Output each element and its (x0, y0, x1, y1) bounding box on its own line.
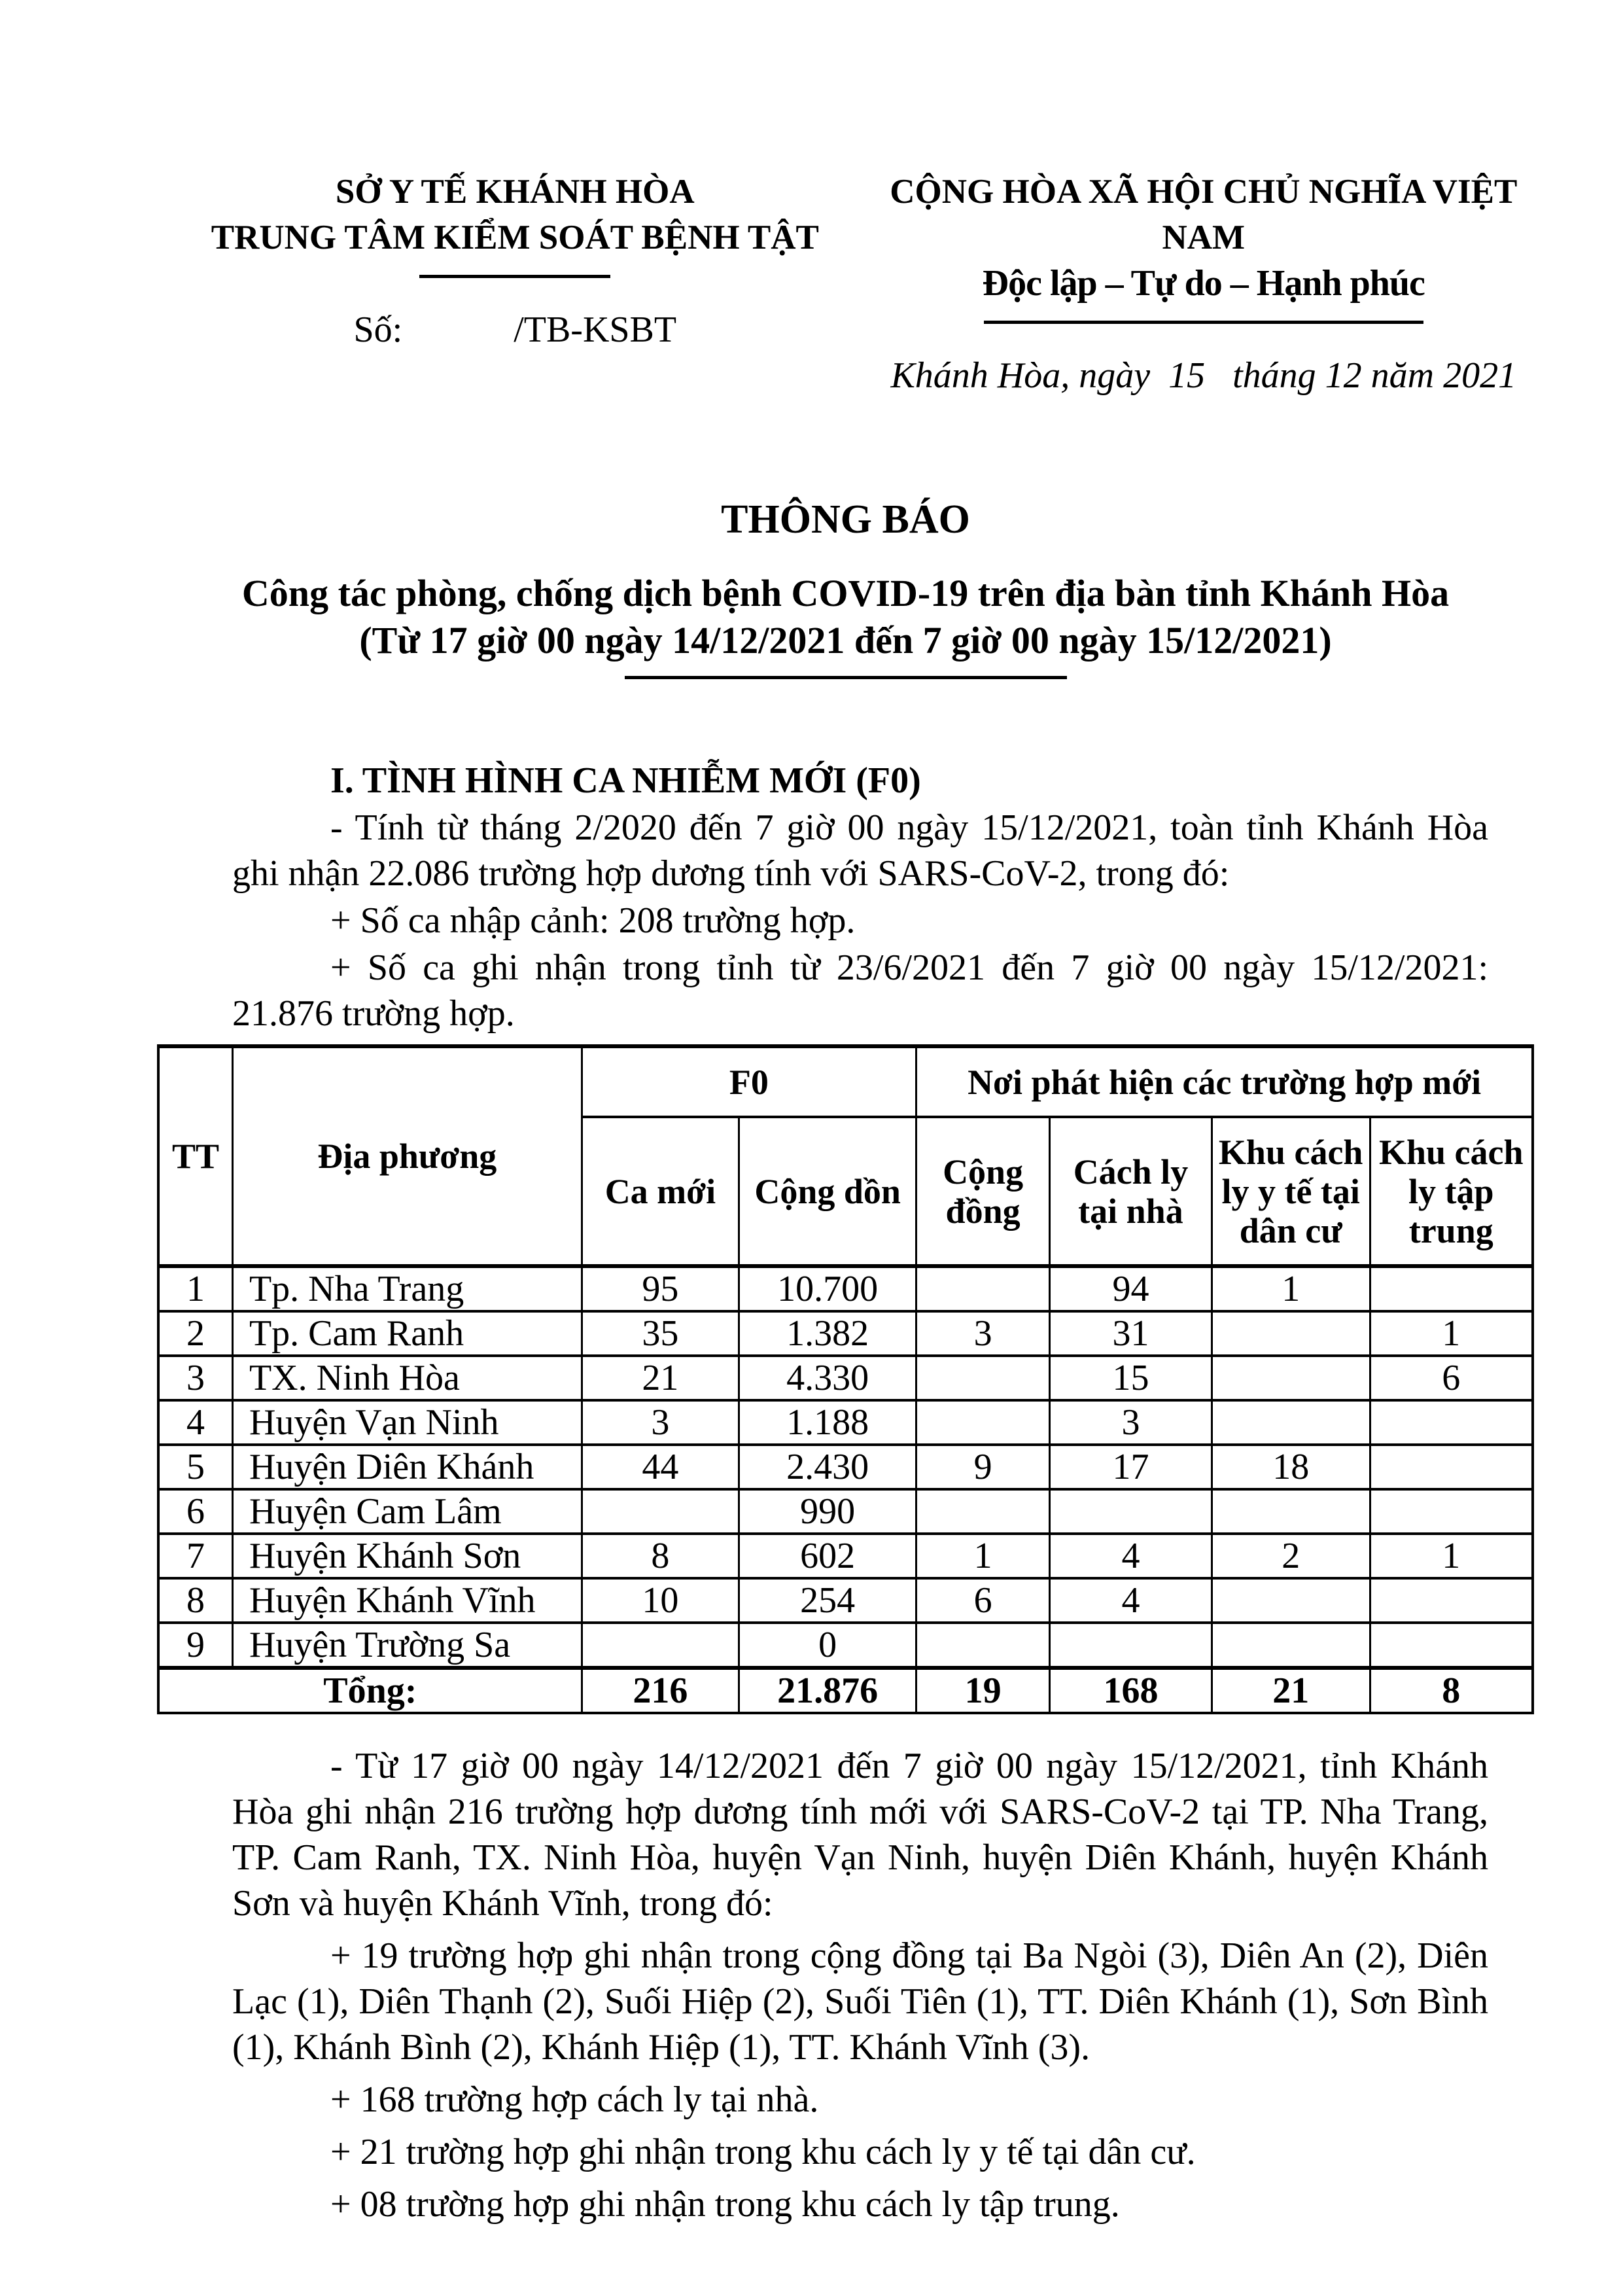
cell-value: 17 (1049, 1445, 1212, 1489)
cell-index: 1 (158, 1266, 232, 1311)
cell-value (582, 1623, 739, 1668)
cell-value: 602 (739, 1534, 916, 1578)
column-header-new-cases: Ca mới (582, 1117, 739, 1266)
national-title: CỘNG HÒA XÃ HỘI CHỦ NGHĨA VIỆT NAM (890, 173, 1518, 256)
document-subtitle-period: (Từ 17 giờ 00 ngày 14/12/2021 đến 7 giờ 00 ngày 15/12/2021) (359, 619, 1332, 662)
cell-value (1212, 1311, 1370, 1356)
table-row (158, 1489, 1533, 1534)
cell-value: 9 (916, 1445, 1050, 1489)
document-number-value: /TB-KSBT (514, 309, 677, 350)
table-header-group-row (158, 1046, 1533, 1117)
cell-locality: Huyện Cam Lâm (232, 1489, 582, 1534)
cell-value (1370, 1400, 1533, 1445)
org-name: TRUNG TÂM KIỂM SOÁT BỆNH TẬT (211, 219, 819, 256)
national-motto-block (873, 169, 1534, 398)
total-cumulative: 21.876 (739, 1668, 916, 1713)
cell-value (916, 1266, 1050, 1311)
cell-value: 3 (1049, 1400, 1212, 1445)
cell-index: 9 (158, 1623, 232, 1668)
cell-value (1370, 1266, 1533, 1311)
column-header-central-zone: Khu cách ly tập trung (1370, 1117, 1533, 1266)
cell-locality: Tp. Nha Trang (232, 1266, 582, 1311)
place-date-line: Khánh Hòa, ngày 15 tháng 12 năm 2021 (890, 355, 1517, 396)
cell-value: 990 (739, 1489, 916, 1534)
cell-value (1049, 1489, 1212, 1534)
document-title-block (157, 495, 1534, 679)
community-cases-paragraph: + 19 trường hợp ghi nhận trong cộng đồng tại Ba Ngòi (3), Diên An (2), Diên Lạc (1), Diên Thạnh (2), Suối Hiệp (2), Suối Tiên (1), TT. Diên Khánh (1), Sơn Bình (1), Khánh Bình (2), Khánh Hiệp (1), TT. Khánh Vĩnh (3). (232, 1935, 1488, 2068)
cell-value: 4.330 (739, 1356, 916, 1400)
org-underline (419, 275, 610, 278)
cell-value: 95 (582, 1266, 739, 1311)
cell-value: 4 (1049, 1578, 1212, 1623)
covid-cases-table (157, 1044, 1534, 1714)
table-row (158, 1534, 1533, 1578)
cell-value (582, 1489, 739, 1534)
total-community: 19 (916, 1668, 1050, 1713)
cell-value (916, 1400, 1050, 1445)
document-content (157, 169, 1534, 2227)
total-home-quarantine: 168 (1049, 1668, 1212, 1713)
column-header-tt: TT (158, 1046, 232, 1266)
cell-value: 21 (582, 1356, 739, 1400)
cell-value (916, 1623, 1050, 1668)
total-new-cases: 216 (582, 1668, 739, 1713)
table-row (158, 1400, 1533, 1445)
cell-value: 1 (1370, 1534, 1533, 1578)
total-central-zone: 8 (1370, 1668, 1533, 1713)
cell-locality: TX. Ninh Hòa (232, 1356, 582, 1400)
column-group-f0: F0 (582, 1046, 916, 1117)
table-row (158, 1266, 1533, 1311)
total-label: Tổng: (158, 1668, 582, 1713)
cell-value: 1.382 (739, 1311, 916, 1356)
cell-value: 94 (1049, 1266, 1212, 1311)
cell-value: 10.700 (739, 1266, 916, 1311)
total-medical-zone: 21 (1212, 1668, 1370, 1713)
cell-value (1370, 1623, 1533, 1668)
cell-value: 1 (1212, 1266, 1370, 1311)
cell-value: 4 (1049, 1534, 1212, 1578)
column-header-cumulative: Cộng dồn (739, 1117, 916, 1266)
cell-value (916, 1356, 1050, 1400)
cell-value: 2 (1212, 1534, 1370, 1578)
cell-index: 3 (158, 1356, 232, 1400)
cell-value (916, 1489, 1050, 1534)
cell-index: 2 (158, 1311, 232, 1356)
cell-value: 1 (916, 1534, 1050, 1578)
column-group-detection-place: Nơi phát hiện các trường hợp mới (916, 1046, 1533, 1117)
cell-value (1212, 1623, 1370, 1668)
document-subtitle: Công tác phòng, chống dịch bệnh COVID-19 trên địa bàn tỉnh Khánh Hòa (241, 572, 1450, 614)
column-header-locality: Địa phương (232, 1046, 582, 1266)
cell-value: 18 (1212, 1445, 1370, 1489)
section-1-heading: I. TÌNH HÌNH CA NHIỄM MỚI (F0) (330, 760, 921, 801)
org-parent-name: SỞ Y TẾ KHÁNH HÒA (335, 173, 695, 211)
cell-index: 7 (158, 1534, 232, 1578)
table-row (158, 1311, 1533, 1356)
title-underline (625, 676, 1067, 679)
cell-value: 1 (1370, 1311, 1533, 1356)
cell-index: 8 (158, 1578, 232, 1623)
cell-value (1049, 1623, 1212, 1668)
medical-zone-paragraph: + 21 trường hợp ghi nhận trong khu cách ly y tế tại dân cư. (330, 2132, 1196, 2172)
cell-locality: Huyện Diên Khánh (232, 1445, 582, 1489)
table-body (158, 1266, 1533, 1713)
table-total-row (158, 1668, 1533, 1713)
cell-value: 3 (582, 1400, 739, 1445)
national-motto: Độc lập – Tự do – Hạnh phúc (982, 263, 1425, 304)
summary-paragraph: - Từ 17 giờ 00 ngày 14/12/2021 đến 7 giờ 00 ngày 15/12/2021, tỉnh Khánh Hòa ghi nhận 216 trường hợp dương tính mới với SARS-CoV-2 tại TP. Nha Trang, TP. Cam Ranh, TX. Ninh Hòa, huyện Vạn Ninh, huyện Diên Khánh, huyện Khánh Sơn và huyện Khánh Vĩnh, trong đó: (232, 1746, 1488, 1924)
table-header (158, 1046, 1533, 1266)
section-1-paragraph: + Số ca nhập cảnh: 208 trường hợp. (330, 900, 856, 941)
cell-value: 6 (916, 1578, 1050, 1623)
home-quarantine-paragraph: + 168 trường hợp cách ly tại nhà. (330, 2079, 819, 2120)
document-title: THÔNG BÁO (721, 497, 970, 542)
cell-value (1212, 1489, 1370, 1534)
cell-value: 3 (916, 1311, 1050, 1356)
table-row (158, 1356, 1533, 1400)
cell-value: 1.188 (739, 1400, 916, 1445)
cell-value: 0 (739, 1623, 916, 1668)
cell-index: 6 (158, 1489, 232, 1534)
cell-value (1212, 1400, 1370, 1445)
cell-value (1212, 1578, 1370, 1623)
cell-value: 15 (1049, 1356, 1212, 1400)
cell-value: 8 (582, 1534, 739, 1578)
column-header-community: Cộng đồng (916, 1117, 1050, 1266)
cell-value: 254 (739, 1578, 916, 1623)
cell-value: 44 (582, 1445, 739, 1489)
column-header-home-quarantine: Cách ly tại nhà (1049, 1117, 1212, 1266)
cell-index: 5 (158, 1445, 232, 1489)
section-1-paragraph: - Tính từ tháng 2/2020 đến 7 giờ 00 ngày 15/12/2021, toàn tỉnh Khánh Hòa ghi nhận 22.086 trường hợp dương tính với SARS-CoV-2, trong đó: (232, 807, 1488, 894)
cell-locality: Huyện Vạn Ninh (232, 1400, 582, 1445)
motto-underline (984, 321, 1423, 324)
issuing-org-block (157, 169, 873, 398)
cell-index: 4 (158, 1400, 232, 1445)
cell-value (1370, 1445, 1533, 1489)
cell-value: 10 (582, 1578, 739, 1623)
cell-locality: Huyện Trường Sa (232, 1623, 582, 1668)
cell-locality: Huyện Khánh Sơn (232, 1534, 582, 1578)
cell-value: 6 (1370, 1356, 1533, 1400)
document-number-label: Số: (353, 309, 403, 350)
cell-value (1370, 1578, 1533, 1623)
cell-locality: Tp. Cam Ranh (232, 1311, 582, 1356)
cell-value: 35 (582, 1311, 739, 1356)
cell-value (1370, 1489, 1533, 1534)
column-header-medical-zone: Khu cách ly y tế tại dân cư (1212, 1117, 1370, 1266)
table-row (158, 1623, 1533, 1668)
cell-value (1212, 1356, 1370, 1400)
section-1-paragraph: + Số ca ghi nhận trong tỉnh từ 23/6/2021 đến 7 giờ 00 ngày 15/12/2021: 21.876 trường hợp. (232, 947, 1488, 1034)
cell-locality: Huyện Khánh Vĩnh (232, 1578, 582, 1623)
central-zone-paragraph: + 08 trường hợp ghi nhận trong khu cách ly tập trung. (330, 2184, 1120, 2225)
document-number-line (157, 307, 873, 353)
cell-value: 31 (1049, 1311, 1212, 1356)
cell-value: 2.430 (739, 1445, 916, 1489)
table-row (158, 1578, 1533, 1623)
national-header (157, 169, 1534, 398)
table-row (158, 1445, 1533, 1489)
